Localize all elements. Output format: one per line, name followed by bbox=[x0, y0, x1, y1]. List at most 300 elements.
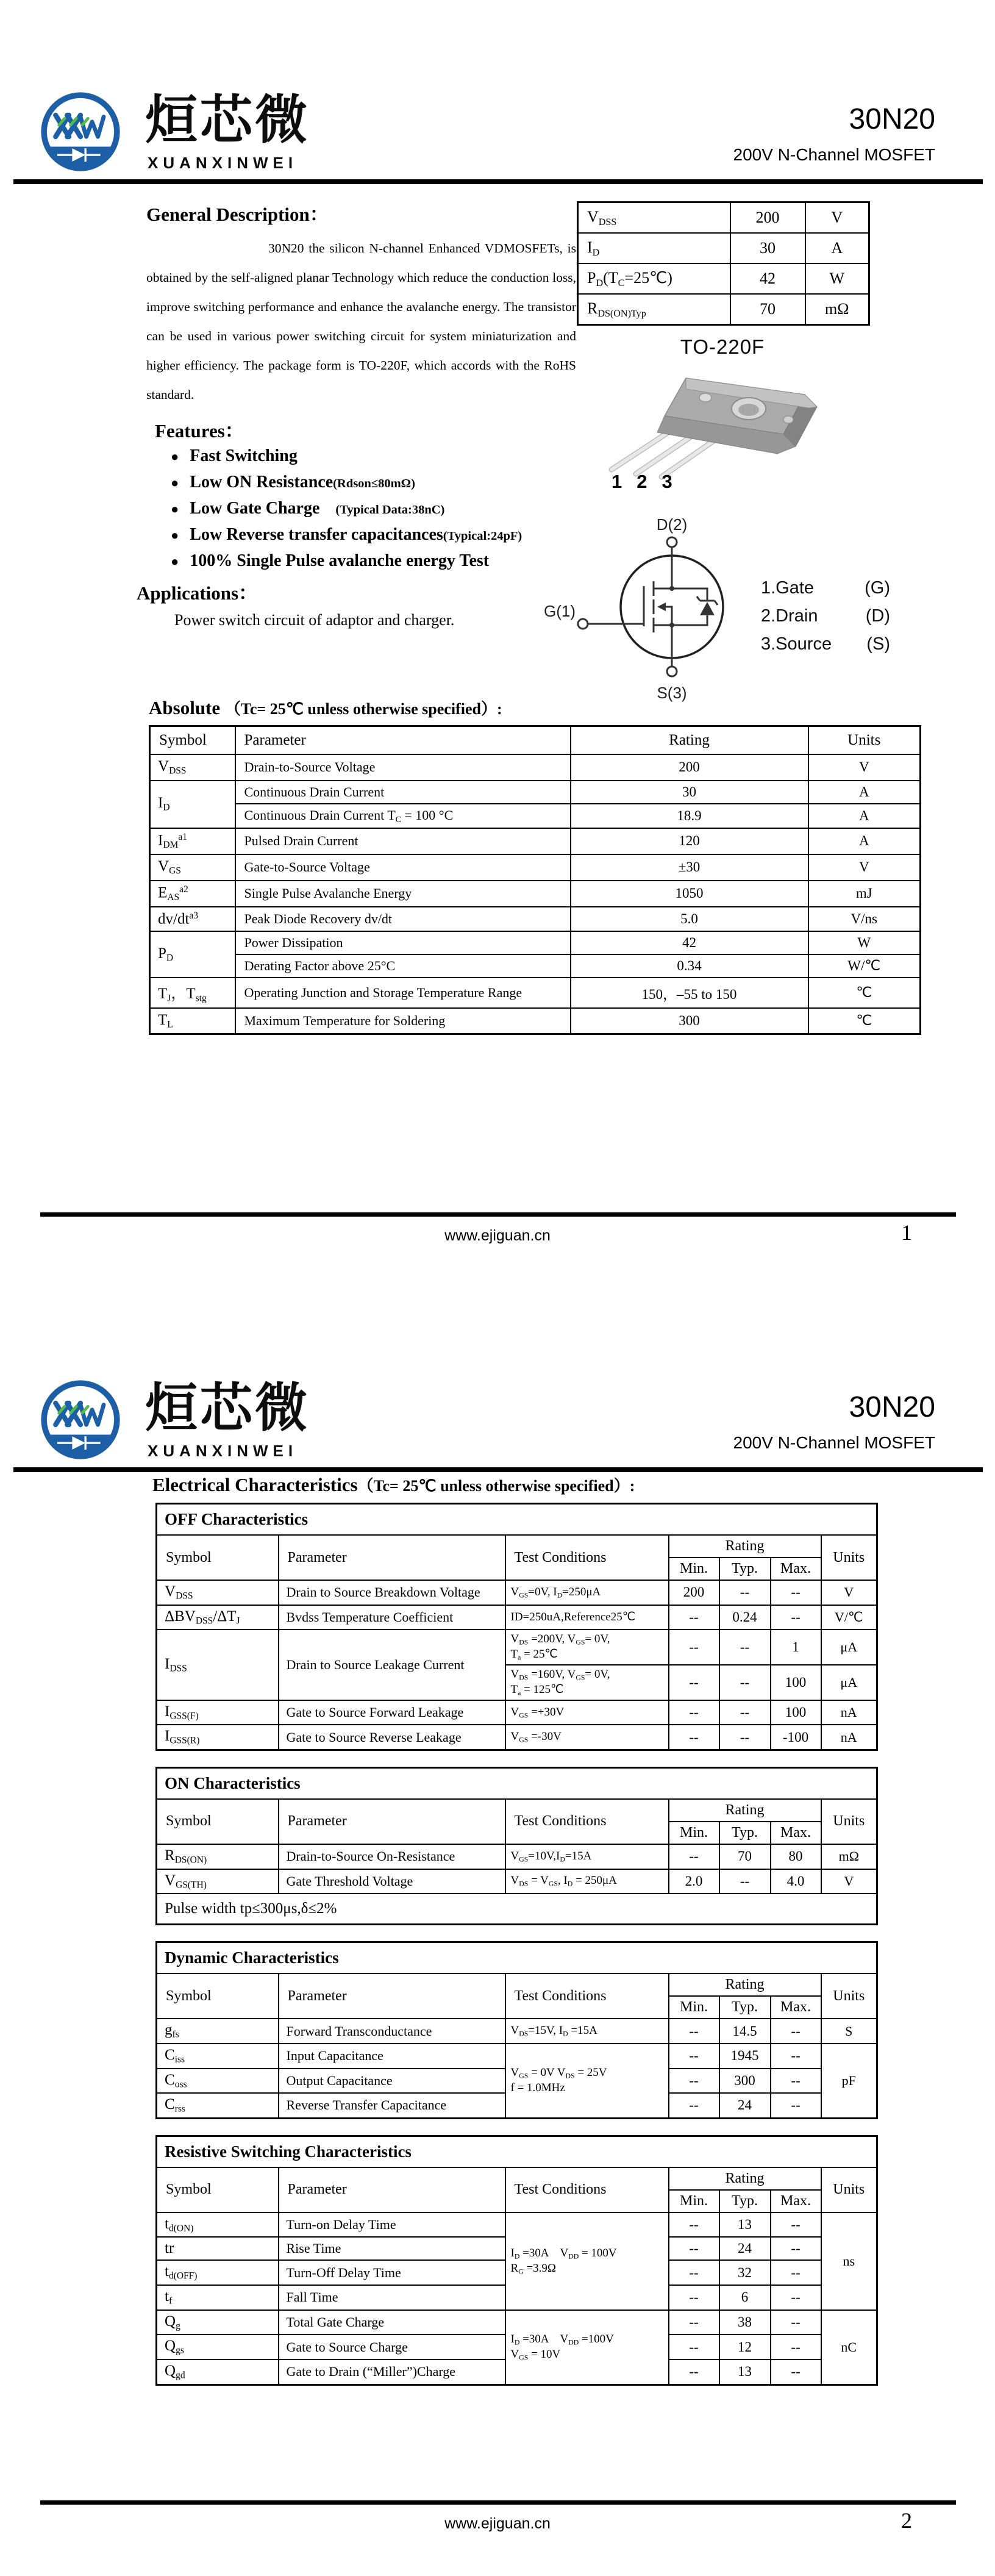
min-header: Min. bbox=[669, 1822, 719, 1844]
rating-cell: 42 bbox=[571, 931, 808, 954]
typ-header: Typ. bbox=[719, 1822, 771, 1844]
min-cell: -- bbox=[669, 1605, 719, 1630]
unit-cell: V bbox=[808, 754, 921, 781]
table-title-row bbox=[157, 1504, 877, 1536]
parameter-cell: Pulsed Drain Current bbox=[235, 828, 571, 854]
min-cell: -- bbox=[669, 1630, 719, 1665]
rating-header: Rating bbox=[669, 1535, 821, 1558]
max-cell: 4.0 bbox=[771, 1869, 821, 1894]
table-row bbox=[157, 2310, 877, 2335]
legend-item bbox=[761, 578, 890, 598]
shared-unit-cell: ns bbox=[821, 2213, 877, 2310]
company-logo bbox=[39, 1378, 122, 1461]
typ-cell: 1945 bbox=[719, 2044, 771, 2069]
value-cell: 70 bbox=[730, 294, 805, 325]
part-subtitle: 200V N-Channel MOSFET bbox=[733, 145, 935, 164]
parameter-cell: Power Dissipation bbox=[235, 931, 571, 954]
parameter-header: Parameter bbox=[279, 1973, 505, 2019]
electrical-conditions: （Tc= 25℃ unless otherwise specified）: bbox=[357, 1477, 635, 1495]
min-cell: 200 bbox=[669, 1580, 719, 1605]
min-cell: -- bbox=[669, 2334, 719, 2360]
symbol-cell: $V_{GS}$ bbox=[150, 854, 235, 881]
absolute-title bbox=[149, 696, 923, 719]
pulse-width-note: Pulse width tp≤300μs,δ≤2% bbox=[157, 1894, 877, 1925]
feature-item bbox=[171, 551, 576, 571]
parameter-cell: Continuous Drain Current bbox=[235, 781, 571, 804]
footer-rule bbox=[40, 2500, 956, 2505]
table-row bbox=[150, 931, 921, 954]
rating-cell: 150，–55 to 150 bbox=[571, 978, 808, 1008]
max-cell: -- bbox=[771, 1605, 821, 1630]
rating-cell: 120 bbox=[571, 828, 808, 854]
parameter-header: Parameter bbox=[279, 1535, 505, 1580]
typ-cell: -- bbox=[719, 1869, 771, 1894]
table-row bbox=[150, 854, 921, 881]
characteristics-tables bbox=[155, 1503, 876, 2402]
rating-cell: 5.0 bbox=[571, 907, 808, 932]
part-number: 30N20 bbox=[849, 103, 935, 135]
rating-cell: 30 bbox=[571, 781, 808, 804]
feature-text: Low Reverse transfer capacitances bbox=[190, 525, 443, 544]
parameter-cell: Output Capacitance bbox=[279, 2069, 505, 2094]
pin-2-label: 2 bbox=[637, 471, 647, 492]
brand-chinese-name: 烜芯微 bbox=[145, 1379, 310, 1437]
part-subtitle: 200V N-Channel MOSFET bbox=[733, 1433, 935, 1452]
part-number: 30N20 bbox=[849, 1391, 935, 1423]
unit-cell: ℃ bbox=[808, 978, 921, 1008]
parameter-cell: Drain to Source Leakage Current bbox=[279, 1630, 505, 1700]
table-row bbox=[157, 2213, 877, 2238]
max-header: Max. bbox=[771, 1822, 821, 1844]
typ-cell: 70 bbox=[719, 1844, 771, 1869]
symbol-header: Symbol bbox=[157, 1973, 279, 2019]
max-cell: -- bbox=[771, 2019, 821, 2044]
max-header: Max. bbox=[771, 1558, 821, 1580]
dynamic-characteristics-table bbox=[155, 1941, 878, 2119]
typ-cell: -- bbox=[719, 1580, 771, 1605]
rating-header: Rating bbox=[571, 726, 808, 755]
page-number: 2 bbox=[901, 2508, 912, 2533]
symbol-cell: $g_{fs}$ bbox=[157, 2019, 279, 2044]
unit-cell: V bbox=[808, 854, 921, 881]
units-header: Units bbox=[808, 726, 921, 755]
applications-text: Power switch circuit of adaptor and charger. bbox=[174, 611, 455, 629]
min-cell: -- bbox=[669, 2044, 719, 2069]
min-cell: -- bbox=[669, 2237, 719, 2260]
parameter-cell: Gate Threshold Voltage bbox=[279, 1869, 505, 1894]
general-description-text: 30N20 the silicon N-channel Enhanced VDMOSFETs, is obtained by the self-aligned planar Technology which reduce the conduction loss, improve switching performance and enhance the avalanche energy. The transistor can be used in various power switching circuit for system miniaturization and higher efficiency. The package form is TO-220F, which accords with the RoHS standard. bbox=[146, 241, 576, 402]
table-row bbox=[578, 294, 869, 325]
symbol-cell: $C_{oss}$ bbox=[157, 2069, 279, 2094]
shared-test-conditions-cell: $I_D =30A$ $V_{DD} =100V$ $V_{GS} = 10V$ bbox=[505, 2310, 669, 2385]
symbol-cell: $E_{AS}^{a2}$ bbox=[150, 881, 235, 907]
symbol-cell: $V_{GS(TH)}$ bbox=[157, 1869, 279, 1894]
absolute-title-text: Absolute bbox=[149, 697, 221, 718]
symbol-cell: $T_J$，$T_{stg}$ bbox=[150, 978, 235, 1008]
table-header-row bbox=[157, 1535, 877, 1558]
parameter-cell: Fall Time bbox=[279, 2285, 505, 2310]
table-row bbox=[157, 1605, 877, 1630]
feature-note: (Rdson≤80mΩ) bbox=[333, 477, 415, 490]
value-cell: 42 bbox=[730, 263, 805, 294]
units-header: Units bbox=[821, 1799, 877, 1844]
unit-cell: nA bbox=[821, 1700, 877, 1725]
feature-text: 100% Single Pulse avalanche energy Test bbox=[190, 551, 490, 570]
table-title-row bbox=[157, 1942, 877, 1974]
bullet-icon: ● bbox=[171, 501, 179, 517]
symbol-header: Symbol bbox=[157, 1799, 279, 1844]
parameter-cell: Drain-to-Source On-Resistance bbox=[279, 1844, 505, 1869]
min-cell: -- bbox=[669, 1700, 719, 1725]
parameter-header: Parameter bbox=[279, 2167, 505, 2213]
min-cell: -- bbox=[669, 2069, 719, 2094]
xxw-logo-icon bbox=[39, 90, 122, 173]
parameter-header: Parameter bbox=[235, 726, 571, 755]
rating-cell: 18.9 bbox=[571, 804, 808, 828]
table-row bbox=[150, 781, 921, 804]
table-row bbox=[157, 1700, 877, 1725]
max-header: Max. bbox=[771, 1996, 821, 2019]
legend-item bbox=[761, 606, 890, 626]
unit-cell: W bbox=[808, 931, 921, 954]
parameter-cell: Forward Transconductance bbox=[279, 2019, 505, 2044]
symbol-cell: $I_D$ bbox=[150, 781, 235, 828]
max-cell: -- bbox=[771, 2093, 821, 2118]
table-row bbox=[578, 263, 869, 294]
feature-text: Low ON Resistance bbox=[190, 473, 333, 492]
footer-website: www.ejiguan.cn bbox=[444, 2515, 551, 2532]
brand-english-name: XUANXINWEI bbox=[148, 154, 298, 172]
rating-header: Rating bbox=[669, 2167, 821, 2190]
max-cell: -- bbox=[771, 2360, 821, 2385]
table-row bbox=[150, 828, 921, 854]
parameter-cell: Input Capacitance bbox=[279, 2044, 505, 2069]
header-rule bbox=[13, 179, 983, 184]
drain-pin-label: D(2) bbox=[656, 515, 688, 534]
max-cell: 100 bbox=[771, 1665, 821, 1700]
shared-unit-cell: nC bbox=[821, 2310, 877, 2385]
min-cell: -- bbox=[669, 2213, 719, 2238]
unit-cell: μA bbox=[821, 1630, 877, 1665]
brand-english-name: XUANXINWEI bbox=[148, 1442, 298, 1460]
table-row bbox=[150, 907, 921, 932]
symbol-cell: $V_{DSS}$ bbox=[157, 1580, 279, 1605]
test-conditions-header: Test Conditions bbox=[505, 1535, 669, 1580]
features-list bbox=[171, 446, 576, 571]
parameter-cell: Continuous Drain Current $T_C = 100$ °C bbox=[235, 804, 571, 828]
shared-test-conditions-cell: $V_{GS} = 0V$ $V_{DS} = 25V$ f = 1.0MHz bbox=[505, 2044, 669, 2118]
symbol-cell: $V_{DSS}$ bbox=[150, 754, 235, 781]
typ-cell: -- bbox=[719, 1725, 771, 1750]
units-header: Units bbox=[821, 2167, 877, 2213]
symbol-cell: $I_{DSS}$ bbox=[157, 1630, 279, 1700]
max-header: Max. bbox=[771, 2190, 821, 2213]
symbol-cell: $R_{DS(ON)Typ}$ bbox=[578, 294, 730, 325]
typ-header: Typ. bbox=[719, 1996, 771, 2019]
footer-website: www.ejiguan.cn bbox=[444, 1227, 551, 1244]
pin-3-label: 3 bbox=[662, 471, 672, 492]
datasheet-page-2 bbox=[0, 1288, 995, 2576]
table-note-row bbox=[157, 1894, 877, 1925]
pin-legend bbox=[761, 578, 890, 662]
typ-cell: -- bbox=[719, 1630, 771, 1665]
unit-cell: mJ bbox=[808, 881, 921, 907]
rating-cell: 300 bbox=[571, 1008, 808, 1034]
pin-1-label: 1 bbox=[612, 471, 622, 492]
test-conditions-cell: $V_{DS}=15V$, $I_D =15A$ bbox=[505, 2019, 669, 2044]
symbol-cell: tr bbox=[157, 2237, 279, 2260]
left-column bbox=[137, 199, 576, 629]
min-cell: -- bbox=[669, 2360, 719, 2385]
symbol-cell: $I_{GSS(F)}$ bbox=[157, 1700, 279, 1725]
symbol-cell: $t_{d(OFF)}$ bbox=[157, 2260, 279, 2285]
feature-note: (Typical Data:38nC) bbox=[335, 503, 445, 517]
electrical-characteristics-title bbox=[152, 1473, 635, 1496]
symbol-header: Symbol bbox=[157, 1535, 279, 1580]
feature-item bbox=[171, 446, 576, 466]
bullet-icon: ● bbox=[171, 554, 179, 569]
typ-cell: 14.5 bbox=[719, 2019, 771, 2044]
parameter-cell: Rise Time bbox=[279, 2237, 505, 2260]
typ-cell: 32 bbox=[719, 2260, 771, 2285]
min-cell: -- bbox=[669, 2310, 719, 2335]
table-row bbox=[150, 804, 921, 828]
legend-label: 3.Source bbox=[761, 634, 832, 654]
off-characteristics-table bbox=[155, 1503, 878, 1751]
rating-cell: 0.34 bbox=[571, 954, 808, 978]
min-header: Min. bbox=[669, 2190, 719, 2213]
parameter-cell: Turn-Off Delay Time bbox=[279, 2260, 505, 2285]
rating-header: Rating bbox=[669, 1973, 821, 1996]
symbol-cell: $Q_{gs}$ bbox=[157, 2334, 279, 2360]
max-cell: -- bbox=[771, 2285, 821, 2310]
section-title: Resistive Switching Characteristics bbox=[157, 2136, 877, 2167]
table-title-row bbox=[157, 1767, 877, 1799]
feature-text: Fast Switching bbox=[190, 446, 298, 465]
legend-label: 2.Drain bbox=[761, 606, 818, 626]
value-cell: 200 bbox=[730, 202, 805, 234]
max-cell: -- bbox=[771, 2044, 821, 2069]
typ-header: Typ. bbox=[719, 1558, 771, 1580]
typ-cell: -- bbox=[719, 1700, 771, 1725]
bullet-icon: ● bbox=[171, 449, 179, 464]
symbol-header: Symbol bbox=[150, 726, 235, 755]
on-characteristics-table bbox=[155, 1767, 878, 1925]
test-conditions-cell: $V_{GS}=10V,I_D=15A$ bbox=[505, 1844, 669, 1869]
feature-item bbox=[171, 499, 576, 518]
section-title: OFF Characteristics bbox=[157, 1504, 877, 1536]
table-row bbox=[157, 2044, 877, 2069]
unit-cell: μA bbox=[821, 1665, 877, 1700]
legend-pin: (D) bbox=[865, 606, 890, 626]
test-conditions-cell: ID=250uA,Reference25℃ bbox=[505, 1605, 669, 1630]
bullet-icon: ● bbox=[171, 528, 179, 543]
unit-cell: A bbox=[808, 804, 921, 828]
typ-cell: 300 bbox=[719, 2069, 771, 2094]
unit-cell: A bbox=[808, 781, 921, 804]
feature-item bbox=[171, 525, 576, 545]
min-cell: -- bbox=[669, 1725, 719, 1750]
table-row bbox=[578, 202, 869, 234]
min-cell: -- bbox=[669, 1665, 719, 1700]
rating-header: Rating bbox=[669, 1799, 821, 1822]
company-logo bbox=[39, 90, 122, 173]
symbol-cell: $t_{d(ON)}$ bbox=[157, 2213, 279, 2238]
max-cell: 80 bbox=[771, 1844, 821, 1869]
max-cell: -- bbox=[771, 2213, 821, 2238]
shared-unit-cell: pF bbox=[821, 2044, 877, 2118]
table-header-row bbox=[150, 726, 921, 755]
parameter-header: Parameter bbox=[279, 1799, 505, 1844]
symbol-cell: $I_D$ bbox=[578, 233, 730, 263]
max-cell: 1 bbox=[771, 1630, 821, 1665]
typ-cell: 13 bbox=[719, 2360, 771, 2385]
value-cell: 30 bbox=[730, 233, 805, 263]
table-header-row bbox=[157, 2167, 877, 2190]
typ-header: Typ. bbox=[719, 2190, 771, 2213]
unit-cell: V/ns bbox=[808, 907, 921, 932]
legend-pin: (G) bbox=[865, 578, 890, 598]
unit-cell: S bbox=[821, 2019, 877, 2044]
max-cell: -- bbox=[771, 2260, 821, 2285]
section-title: ON Characteristics bbox=[157, 1767, 877, 1799]
parameter-cell: Gate-to-Source Voltage bbox=[235, 854, 571, 881]
symbol-cell: $I_{DM}^{a1}$ bbox=[150, 828, 235, 854]
typ-cell: 24 bbox=[719, 2093, 771, 2118]
parameter-cell: Gate to Source Reverse Leakage bbox=[279, 1725, 505, 1750]
general-description-title: General Description： bbox=[146, 204, 329, 225]
applications-title: Applications： bbox=[137, 582, 258, 604]
min-cell: -- bbox=[669, 1844, 719, 1869]
unit-cell: V bbox=[821, 1869, 877, 1894]
units-header: Units bbox=[821, 1973, 877, 2019]
table-row bbox=[157, 1580, 877, 1605]
symbol-cell: $C_{rss}$ bbox=[157, 2093, 279, 2118]
test-conditions-header: Test Conditions bbox=[505, 1973, 669, 2019]
symbol-cell: $C_{iss}$ bbox=[157, 2044, 279, 2069]
bullet-icon: ● bbox=[171, 475, 179, 490]
quick-ratings-table bbox=[577, 201, 870, 326]
xxw-logo-icon bbox=[39, 1378, 122, 1461]
min-cell: -- bbox=[669, 2285, 719, 2310]
test-conditions-cell: $V_{GS} =+30V$ bbox=[505, 1700, 669, 1725]
legend-label: 1.Gate bbox=[761, 578, 815, 598]
units-header: Units bbox=[821, 1535, 877, 1580]
symbol-header: Symbol bbox=[157, 2167, 279, 2213]
test-conditions-cell: $V_{GS}=0V$, $I_D=250\mu A$ bbox=[505, 1580, 669, 1605]
typ-cell: -- bbox=[719, 1665, 771, 1700]
header-rule bbox=[13, 1467, 983, 1472]
parameter-cell: Single Pulse Avalanche Energy bbox=[235, 881, 571, 907]
feature-note: (Typical:24pF) bbox=[443, 529, 522, 543]
resistive-switching-table bbox=[155, 2135, 878, 2386]
feature-text: Low Gate Charge bbox=[190, 499, 320, 518]
parameter-cell: Reverse Transfer Capacitance bbox=[279, 2093, 505, 2118]
unit-cell: A bbox=[808, 828, 921, 854]
parameter-cell: Total Gate Charge bbox=[279, 2310, 505, 2335]
to220f-package-image bbox=[594, 361, 857, 480]
parameter-cell: Gate to Drain (“Miller”)Charge bbox=[279, 2360, 505, 2385]
parameter-cell: Drain to Source Breakdown Voltage bbox=[279, 1580, 505, 1605]
pin-numbers bbox=[612, 471, 672, 493]
footer-rule bbox=[40, 1212, 956, 1217]
table-header-row bbox=[157, 1973, 877, 1996]
unit-cell: ℃ bbox=[808, 1008, 921, 1034]
brand-chinese-name: 烜芯微 bbox=[145, 91, 310, 149]
feature-item bbox=[171, 473, 576, 492]
electrical-title-text: Electrical Characteristics bbox=[152, 1474, 358, 1495]
unit-cell: V bbox=[821, 1580, 877, 1605]
test-conditions-cell: $V_{DS} = V_{GS}$, $I_D = 250\mu A$ bbox=[505, 1869, 669, 1894]
table-row bbox=[578, 233, 869, 263]
symbol-cell: $\Delta BV_{DSS}/\Delta T_J$ bbox=[157, 1605, 279, 1630]
symbol-cell: $Q_{gd}$ bbox=[157, 2360, 279, 2385]
symbol-cell: $V_{DSS}$ bbox=[578, 202, 730, 234]
rating-cell: ±30 bbox=[571, 854, 808, 881]
legend-pin: (S) bbox=[866, 634, 890, 654]
unit-cell: A bbox=[805, 233, 869, 263]
features-title: Features： bbox=[155, 420, 244, 442]
typ-cell: 13 bbox=[719, 2213, 771, 2238]
parameter-cell: Bvdss Temperature Coefficient bbox=[279, 1605, 505, 1630]
symbol-cell: $I_{GSS(R)}$ bbox=[157, 1725, 279, 1750]
table-row bbox=[150, 1008, 921, 1034]
absolute-ratings-table bbox=[149, 725, 921, 1035]
legend-item bbox=[761, 634, 890, 654]
symbol-cell: $T_L$ bbox=[150, 1008, 235, 1034]
min-cell: 2.0 bbox=[669, 1869, 719, 1894]
symbol-cell: $P_D$ bbox=[150, 931, 235, 978]
table-row bbox=[157, 2019, 877, 2044]
source-pin-label: S(3) bbox=[657, 684, 687, 702]
max-cell: -- bbox=[771, 2310, 821, 2335]
unit-cell: mΩ bbox=[805, 294, 869, 325]
max-cell: -- bbox=[771, 2237, 821, 2260]
test-conditions-header: Test Conditions bbox=[505, 1799, 669, 1844]
unit-cell: mΩ bbox=[821, 1844, 877, 1869]
max-cell: -100 bbox=[771, 1725, 821, 1750]
symbol-cell: $R_{DS(ON)}$ bbox=[157, 1844, 279, 1869]
typ-cell: 38 bbox=[719, 2310, 771, 2335]
test-conditions-cell: $V_{DS} =200V$, $V_{GS}= 0V$, $T_a$ = 25℃ bbox=[505, 1630, 669, 1665]
symbol-cell: $P_D(T_C=25℃)$ bbox=[578, 263, 730, 294]
max-cell: -- bbox=[771, 2334, 821, 2360]
gate-pin-label: G(1) bbox=[544, 602, 576, 620]
unit-cell: nA bbox=[821, 1725, 877, 1750]
max-cell: -- bbox=[771, 2069, 821, 2094]
typ-cell: 0.24 bbox=[719, 1605, 771, 1630]
table-row bbox=[157, 1869, 877, 1894]
page-number: 1 bbox=[901, 1220, 912, 1245]
test-conditions-header: Test Conditions bbox=[505, 2167, 669, 2213]
package-name-label: TO-220F bbox=[680, 335, 765, 358]
parameter-cell: Gate to Source Charge bbox=[279, 2334, 505, 2360]
unit-cell: V/℃ bbox=[821, 1605, 877, 1630]
min-header: Min. bbox=[669, 1996, 719, 2019]
table-row bbox=[150, 754, 921, 781]
parameter-cell: Turn-on Delay Time bbox=[279, 2213, 505, 2238]
rating-cell: 200 bbox=[571, 754, 808, 781]
symbol-cell: $Q_g$ bbox=[157, 2310, 279, 2335]
min-cell: -- bbox=[669, 2093, 719, 2118]
typ-cell: 6 bbox=[719, 2285, 771, 2310]
max-cell: -- bbox=[771, 1580, 821, 1605]
absolute-conditions: （Tc= 25℃ unless otherwise specified）: bbox=[224, 700, 502, 718]
table-row bbox=[157, 1725, 877, 1750]
parameter-cell: Gate to Source Forward Leakage bbox=[279, 1700, 505, 1725]
symbol-cell: $dv/dt^{a3}$ bbox=[150, 907, 235, 932]
unit-cell: W/℃ bbox=[808, 954, 921, 978]
